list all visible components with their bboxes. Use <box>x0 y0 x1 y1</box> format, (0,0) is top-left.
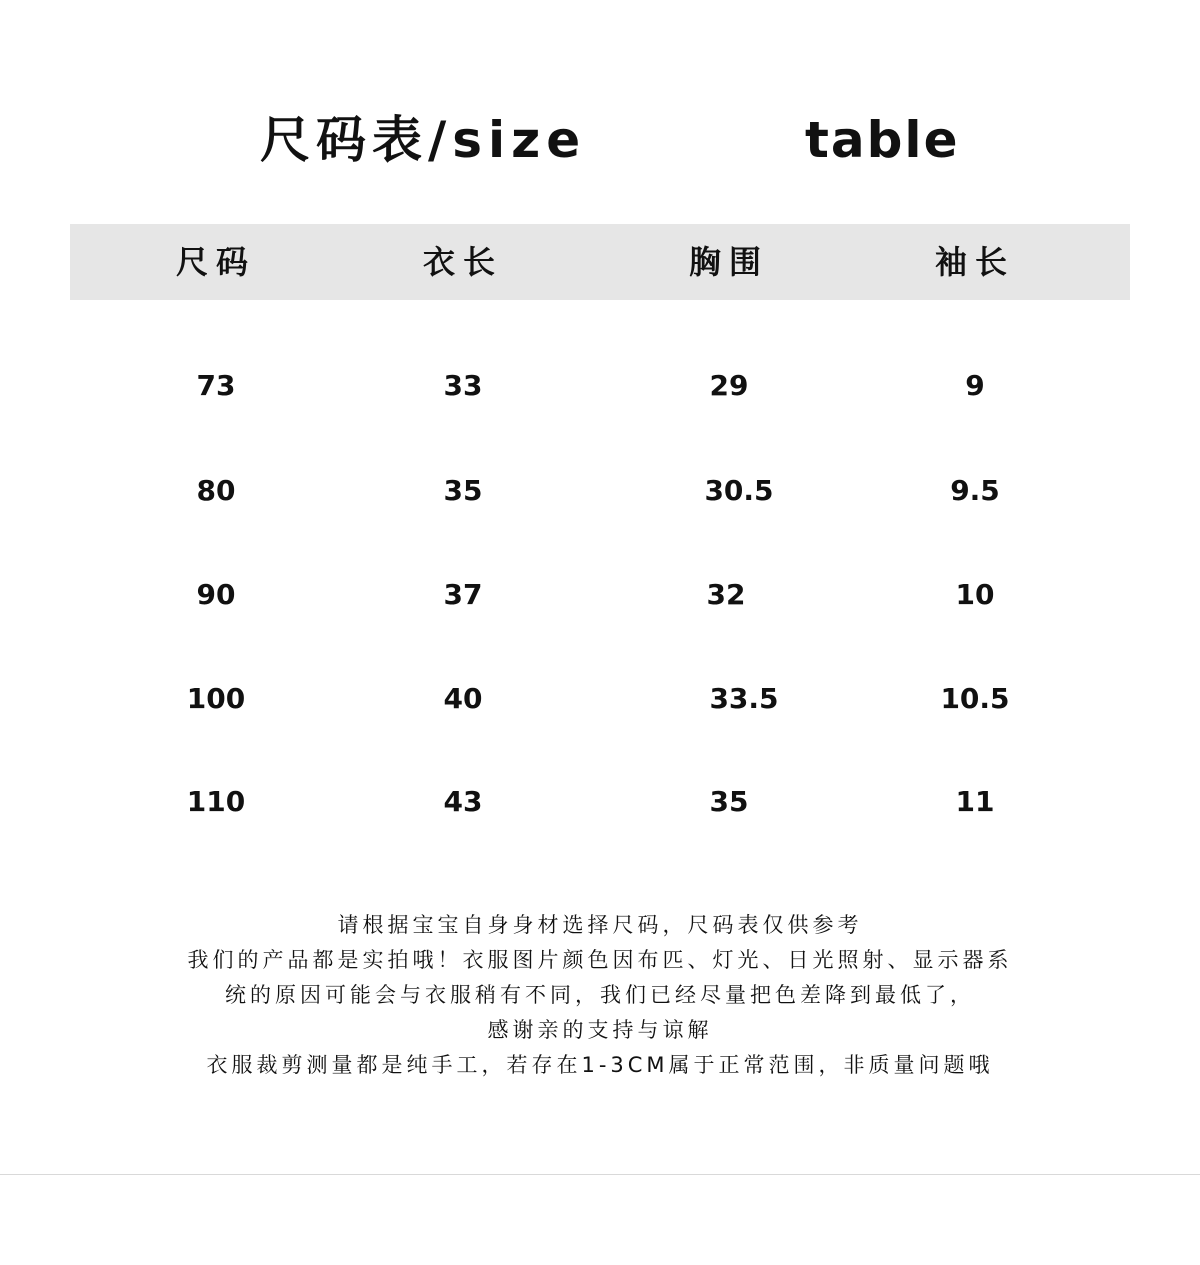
note-line: 我们的产品都是实拍哦！衣服图片颜色因布匹、灯光、日光照射、显示器系 <box>187 948 1013 972</box>
cell-sleeve: 9 <box>965 369 985 402</box>
cell-length: 35 <box>443 474 483 507</box>
title-chinese: 尺码表/size <box>260 111 587 169</box>
table-row <box>0 461 1200 521</box>
size-notes <box>60 908 1140 1083</box>
cell-size: 73 <box>196 369 236 402</box>
cell-sleeve: 11 <box>955 785 995 818</box>
header-length: 衣长 <box>422 243 503 281</box>
title-table: table <box>805 111 960 169</box>
cell-sleeve: 9.5 <box>950 474 1000 507</box>
header-chest: 胸围 <box>688 243 769 281</box>
cell-length: 37 <box>443 578 483 611</box>
cell-size: 80 <box>196 474 236 507</box>
table-row <box>0 356 1200 416</box>
cell-size: 110 <box>186 785 246 818</box>
note-line: 衣服裁剪测量都是纯手工，若存在1-3CM属于正常范围，非质量问题哦 <box>206 1053 994 1077</box>
cell-chest: 35 <box>709 785 749 818</box>
cell-sleeve: 10.5 <box>940 682 1010 715</box>
note-line: 统的原因可能会与衣服稍有不同，我们已经尽量把色差降到最低了， <box>225 983 975 1007</box>
table-row <box>0 565 1200 625</box>
cell-length: 40 <box>443 682 483 715</box>
cell-sleeve: 10 <box>955 578 995 611</box>
cell-size: 100 <box>186 682 246 715</box>
cell-chest: 29 <box>709 369 749 402</box>
cell-length: 33 <box>443 369 483 402</box>
divider <box>0 1174 1200 1175</box>
cell-chest: 30.5 <box>704 474 774 507</box>
header-sleeve: 袖长 <box>934 243 1015 281</box>
cell-size: 90 <box>196 578 236 611</box>
cell-chest: 32 <box>706 578 746 611</box>
cell-chest: 33.5 <box>709 682 779 715</box>
note-line: 感谢亲的支持与谅解 <box>487 1018 713 1042</box>
note-line: 请根据宝宝自身身材选择尺码，尺码表仅供参考 <box>337 913 863 937</box>
cell-length: 43 <box>443 785 483 818</box>
header-size: 尺码 <box>175 243 256 281</box>
table-row <box>0 772 1200 832</box>
table-row <box>0 669 1200 729</box>
